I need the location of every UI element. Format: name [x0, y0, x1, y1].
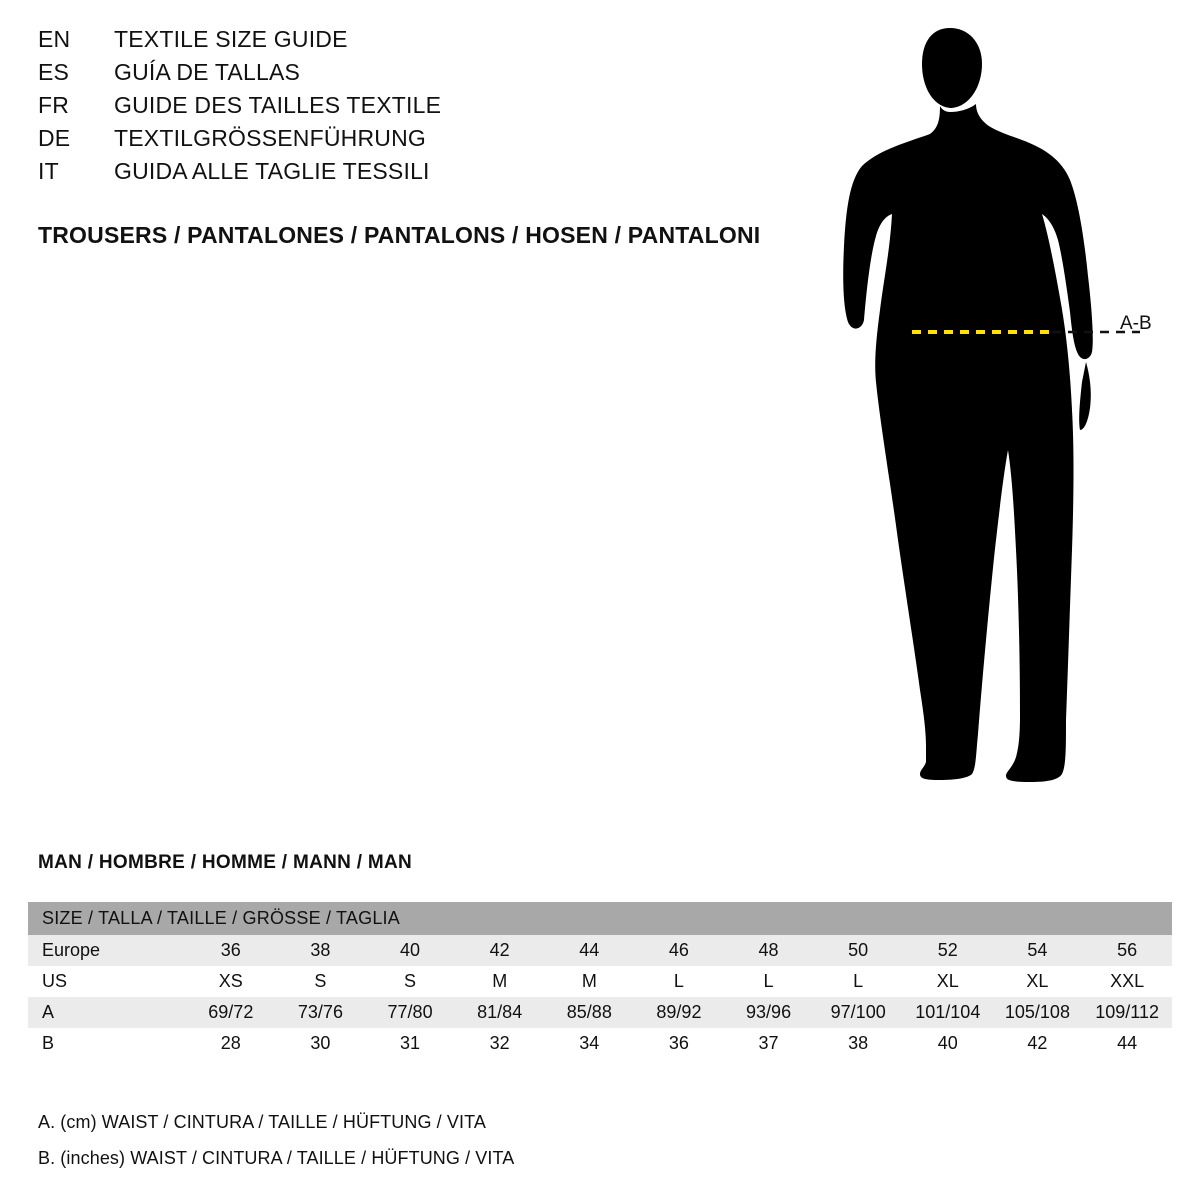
- table-cell: 34: [545, 1028, 635, 1059]
- language-title-list: [38, 26, 798, 191]
- language-title: TEXTILGRÖSSENFÜHRUNG: [114, 125, 426, 151]
- table-cell: 56: [1082, 935, 1172, 966]
- table-cell: 85/88: [545, 997, 635, 1028]
- table-cell: 40: [365, 935, 455, 966]
- table-cell: 89/92: [634, 997, 724, 1028]
- table-row: [28, 997, 1172, 1028]
- language-row: [38, 26, 798, 59]
- table-cell: 73/76: [276, 997, 366, 1028]
- table-cell: 97/100: [813, 997, 903, 1028]
- table-cell: S: [365, 966, 455, 997]
- table-cell: 30: [276, 1028, 366, 1059]
- table-cell: 69/72: [186, 997, 276, 1028]
- language-row: [38, 125, 798, 158]
- measurement-label-ab: A-B: [1120, 313, 1152, 334]
- language-code: FR: [38, 92, 70, 118]
- table-header-label: SIZE / TALLA / TAILLE / GRÖSSE / TAGLIA: [28, 902, 1172, 935]
- man-silhouette-figure: [800, 10, 1200, 810]
- row-label: B: [28, 1028, 186, 1059]
- language-row: [38, 92, 798, 125]
- table-cell: 38: [813, 1028, 903, 1059]
- table-cell: 44: [1082, 1028, 1172, 1059]
- table-cell: L: [813, 966, 903, 997]
- language-code: ES: [38, 59, 70, 85]
- table-cell: XL: [903, 966, 993, 997]
- table-cell: 93/96: [724, 997, 814, 1028]
- language-title: GUIDA ALLE TAGLIE TESSILI: [114, 158, 430, 184]
- table-cell: 54: [993, 935, 1083, 966]
- garment-type-line: TROUSERS / PANTALONES / PANTALONS / HOSEN / PANTALONI: [38, 222, 761, 248]
- footnote-b: B. (inches) WAIST / CINTURA / TAILLE / HÜFTUNG / VITA: [38, 1148, 515, 1168]
- table-cell: 36: [186, 935, 276, 966]
- table-cell: 46: [634, 935, 724, 966]
- table-cell: 42: [993, 1028, 1083, 1059]
- language-title: GUIDE DES TAILLES TEXTILE: [114, 92, 442, 118]
- row-label: Europe: [28, 935, 186, 966]
- table-cell: 44: [545, 935, 635, 966]
- row-label: US: [28, 966, 186, 997]
- table-cell: 50: [813, 935, 903, 966]
- table-cell: M: [545, 966, 635, 997]
- footnote-a: A. (cm) WAIST / CINTURA / TAILLE / HÜFTUNG / VITA: [38, 1112, 486, 1132]
- gender-section-title: MAN / HOMBRE / HOMME / MANN / MAN: [38, 852, 413, 873]
- table-cell: 38: [276, 935, 366, 966]
- language-row: [38, 59, 798, 92]
- table-cell: 32: [455, 1028, 545, 1059]
- size-chart-table: [28, 902, 1172, 1059]
- table-cell: 77/80: [365, 997, 455, 1028]
- table-cell: 42: [455, 935, 545, 966]
- table-row: [28, 966, 1172, 997]
- language-code: EN: [38, 26, 71, 52]
- table-cell: XS: [186, 966, 276, 997]
- table-cell: L: [724, 966, 814, 997]
- language-title: GUÍA DE TALLAS: [114, 59, 301, 85]
- table-cell: XL: [993, 966, 1083, 997]
- table-cell: L: [634, 966, 724, 997]
- table-cell: 81/84: [455, 997, 545, 1028]
- table-header-row: [28, 902, 1172, 935]
- table-cell: 31: [365, 1028, 455, 1059]
- table-row: [28, 1028, 1172, 1059]
- table-cell: 101/104: [903, 997, 993, 1028]
- table-cell: 40: [903, 1028, 993, 1059]
- table-cell: S: [276, 966, 366, 997]
- table-cell: M: [455, 966, 545, 997]
- table-cell: 36: [634, 1028, 724, 1059]
- row-label: A: [28, 997, 186, 1028]
- table-cell: 48: [724, 935, 814, 966]
- table-cell: 105/108: [993, 997, 1083, 1028]
- table-cell: 52: [903, 935, 993, 966]
- language-title: TEXTILE SIZE GUIDE: [114, 26, 348, 52]
- table-cell: 37: [724, 1028, 814, 1059]
- language-code: DE: [38, 125, 71, 151]
- language-row: [38, 158, 798, 191]
- table-cell: 28: [186, 1028, 276, 1059]
- table-cell: XXL: [1082, 966, 1172, 997]
- table-cell: 109/112: [1082, 997, 1172, 1028]
- language-code: IT: [38, 158, 59, 184]
- table-row: [28, 935, 1172, 966]
